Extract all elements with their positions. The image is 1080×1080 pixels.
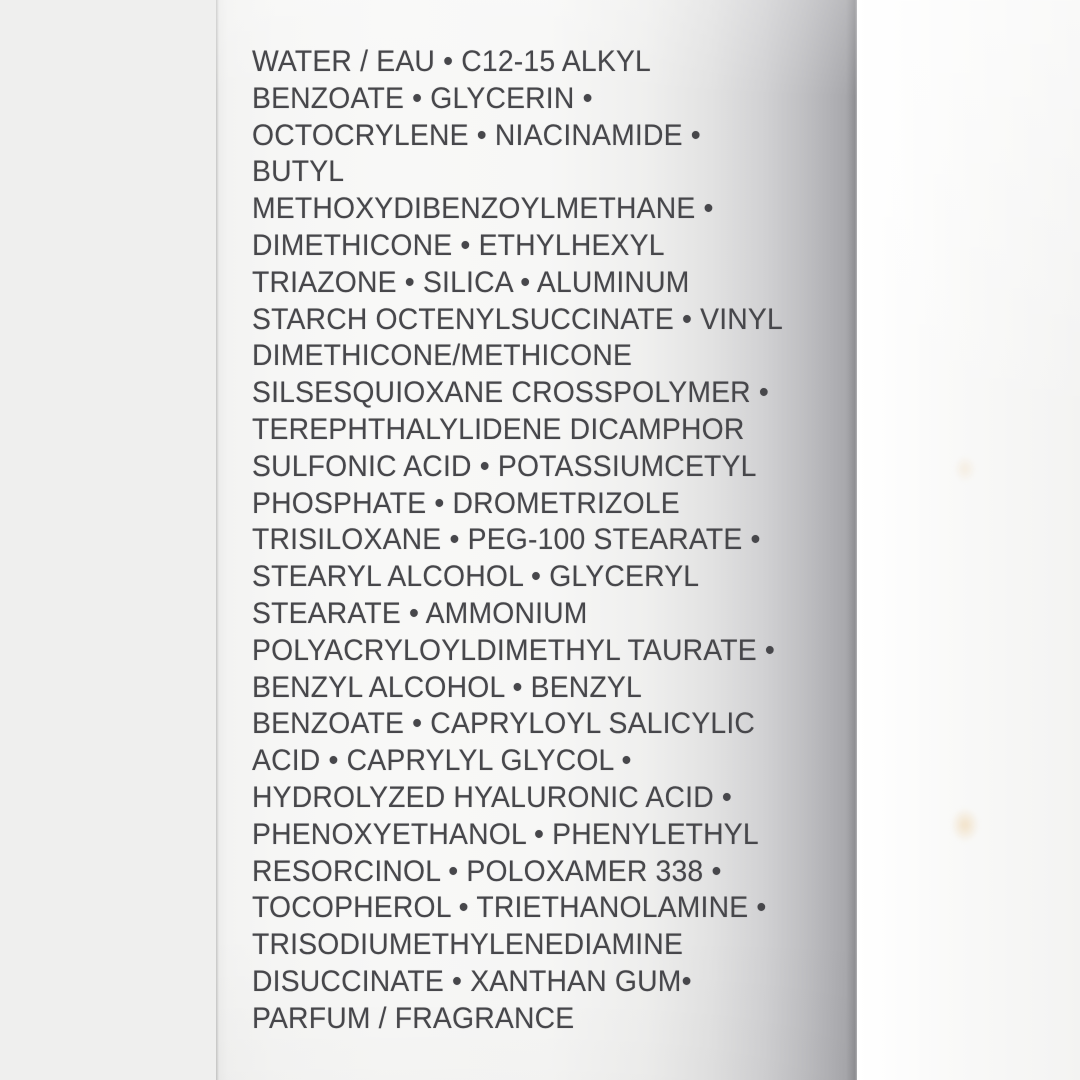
ingredient-line: OCTOCRYLENE • NIACINAMIDE • — [252, 118, 701, 152]
ingredient-line: STEARYL ALCOHOL • GLYCERYL — [252, 560, 700, 594]
ingredient-line: ACID • CAPRYLYL GLYCOL • — [252, 744, 632, 778]
ingredient-line: TRISODIUMETHYLENEDIAMINE — [252, 928, 684, 962]
ingredient-line: STEARATE • AMMONIUM — [252, 596, 588, 630]
ingredient-line: POLYACRYLOYLDIMETHYL TAURATE • — [252, 633, 775, 667]
ingredient-line: PHOSPHATE • DROMETRIZOLE — [252, 486, 680, 520]
background-right — [857, 0, 1080, 1080]
ingredients-list — [252, 44, 783, 1038]
ingredient-line: STARCH OCTENYLSUCCINATE • VINYL — [252, 302, 783, 336]
ingredient-line: HYDROLYZED HYALURONIC ACID • — [252, 780, 733, 814]
ingredient-line: TRISILOXANE • PEG-100 STEARATE • — [252, 523, 761, 557]
ingredient-line: TOCOPHEROL • TRIETHANOLAMINE • — [252, 891, 767, 925]
ingredient-line: BENZOATE • GLYCERIN • — [252, 81, 593, 115]
ingredient-line: DIMETHICONE • ETHYLHEXYL — [252, 228, 665, 262]
ingredient-line: BENZYL ALCOHOL • BENZYL — [252, 670, 642, 704]
ingredient-line: BENZOATE • CAPRYLOYL SALICYLIC — [252, 707, 756, 741]
ingredient-line: TEREPHTHALYLIDENE DICAMPHOR — [252, 412, 745, 446]
ingredient-line: BUTYL — [252, 155, 345, 189]
ingredient-line: PARFUM / FRAGRANCE — [252, 1001, 575, 1035]
ingredient-line: PHENOXYETHANOL • PHENYLETHYL — [252, 817, 759, 851]
ingredient-line: WATER / EAU • C12-15 ALKYL — [252, 45, 651, 78]
ingredient-line: SILSESQUIOXANE CROSSPOLYMER • — [252, 376, 769, 410]
ingredient-line: DISUCCINATE • XANTHAN GUM• — [252, 964, 692, 998]
product-tube — [216, 0, 857, 1080]
ingredient-line: METHOXYDIBENZOYLMETHANE • — [252, 192, 714, 226]
ingredient-line: SULFONIC ACID • POTASSIUMCETYL — [252, 449, 757, 483]
ingredient-line: TRIAZONE • SILICA • ALUMINUM — [252, 265, 690, 299]
ingredient-line: RESORCINOL • POLOXAMER 338 • — [252, 854, 722, 888]
ingredient-line: DIMETHICONE/METHICONE — [252, 339, 633, 373]
